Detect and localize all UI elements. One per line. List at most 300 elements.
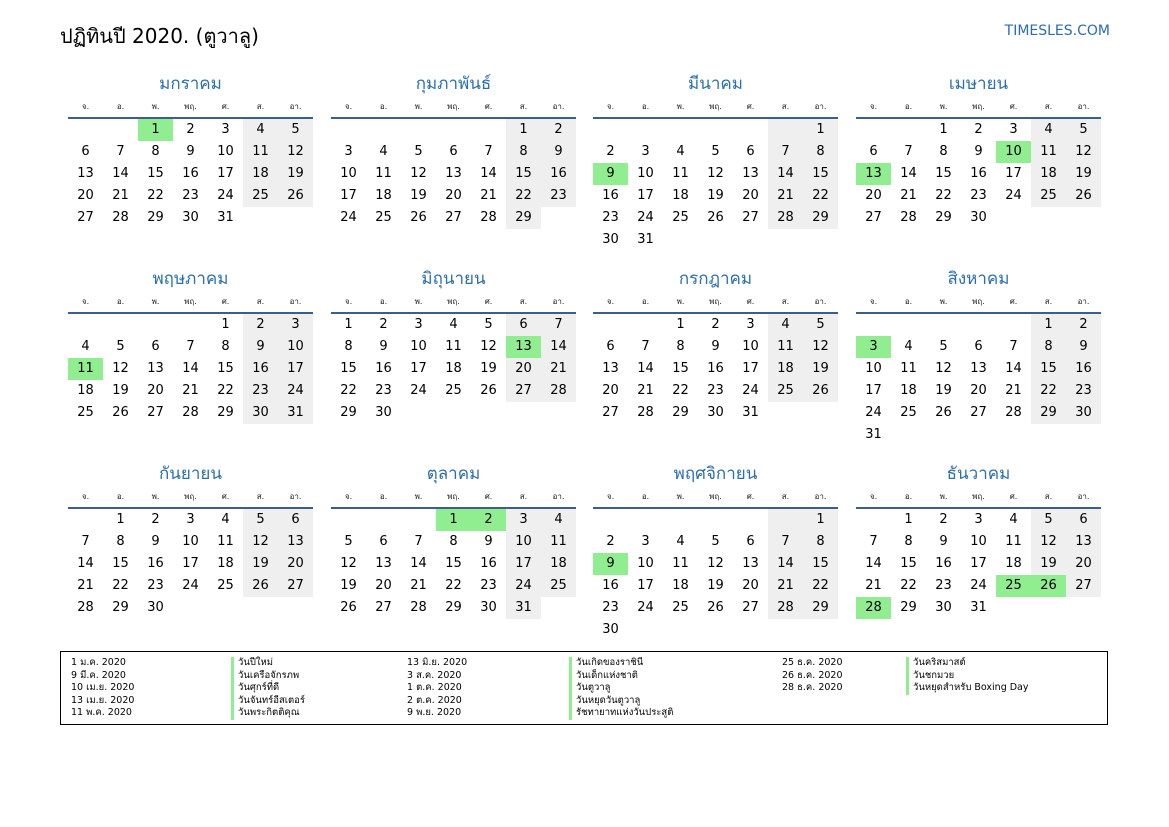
day: 11	[672, 556, 689, 571]
day: 9	[974, 144, 983, 159]
day: 22	[1031, 380, 1066, 402]
weekday-label: จ.	[81, 297, 90, 306]
day: 19	[1066, 163, 1101, 185]
month-name: มกราคม	[159, 74, 222, 94]
day: 17	[970, 556, 987, 571]
day: 11	[243, 141, 278, 163]
day: 19	[243, 553, 278, 575]
empty-cell	[628, 314, 663, 336]
day: 28	[410, 600, 427, 615]
day: 20	[375, 578, 392, 593]
day: 19	[278, 163, 313, 185]
weekday-label: ส.	[1044, 297, 1053, 306]
empty-cell	[891, 119, 926, 141]
weekday-label: พ.	[414, 102, 423, 111]
day: 11	[1031, 141, 1066, 163]
weekday-label: อา.	[1077, 492, 1090, 501]
day: 15	[147, 166, 164, 181]
day: 20	[445, 188, 462, 203]
day: 7	[641, 339, 650, 354]
legend-holiday-name: วันหยุดวันตูวาลู	[569, 695, 673, 708]
month-calendar	[68, 461, 313, 619]
day: 2	[541, 119, 576, 141]
month-calendar	[331, 71, 576, 229]
day: 13	[147, 361, 164, 376]
day: 20	[742, 188, 759, 203]
day: 8	[116, 534, 125, 549]
month-name: สิงหาคม	[947, 269, 1010, 289]
day: 13	[742, 556, 759, 571]
day: 15	[803, 553, 838, 575]
weekday-label: อ.	[904, 297, 913, 306]
weekday-label: อา.	[814, 102, 827, 111]
day: 7	[81, 534, 90, 549]
holiday-day: 1	[436, 509, 471, 531]
empty-cell	[68, 509, 103, 531]
day: 29	[506, 207, 541, 229]
day: 19	[1031, 553, 1066, 575]
day-grid	[593, 509, 838, 641]
day: 2	[974, 122, 983, 137]
day: 10	[637, 556, 654, 571]
day: 14	[112, 166, 129, 181]
legend-holiday-name: วันศุกร์ที่ดี	[231, 682, 305, 695]
legend-holiday-name: วันพระกิตติคุณ	[231, 707, 305, 720]
day: 29	[672, 405, 689, 420]
day: 23	[243, 380, 278, 402]
weekday-label: ส.	[519, 102, 528, 111]
day: 1	[1031, 314, 1066, 336]
day: 24	[278, 380, 313, 402]
day: 30	[243, 402, 278, 424]
weekday-header	[331, 487, 576, 509]
weekday-label: จ.	[344, 102, 353, 111]
weekday-label: พ.	[151, 102, 160, 111]
weekday-label: ศ.	[221, 102, 230, 111]
day: 3	[746, 317, 755, 332]
day: 18	[243, 163, 278, 185]
weekday-label: พฤ.	[709, 492, 722, 501]
weekday-label: ศ.	[484, 492, 493, 501]
day: 11	[672, 166, 689, 181]
day: 5	[711, 534, 720, 549]
weekday-label: พฤ.	[709, 297, 722, 306]
day: 3	[1009, 122, 1018, 137]
day: 23	[147, 578, 164, 593]
weekday-label: ส.	[1044, 102, 1053, 111]
month-name: ธันวาคม	[946, 464, 1011, 484]
day: 15	[445, 556, 462, 571]
day: 26	[1066, 185, 1101, 207]
day: 4	[768, 314, 803, 336]
day: 31	[970, 600, 987, 615]
legend-date: 25 ธ.ค. 2020	[782, 657, 843, 668]
day: 17	[217, 166, 234, 181]
day: 14	[768, 553, 803, 575]
day-grid	[68, 119, 313, 229]
day: 16	[147, 556, 164, 571]
day: 21	[77, 578, 94, 593]
day: 25	[768, 380, 803, 402]
day: 27	[970, 405, 987, 420]
day: 23	[480, 578, 497, 593]
day: 24	[182, 578, 199, 593]
day: 6	[449, 144, 458, 159]
weekday-label: ศ.	[1009, 102, 1018, 111]
day: 21	[768, 185, 803, 207]
day: 12	[1066, 141, 1101, 163]
empty-cell	[593, 314, 628, 336]
day: 29	[217, 405, 234, 420]
weekday-label: ส.	[781, 297, 790, 306]
empty-cell	[733, 509, 768, 531]
day: 16	[602, 578, 619, 593]
day: 26	[112, 405, 129, 420]
day: 16	[935, 556, 952, 571]
weekday-label: จ.	[344, 492, 353, 501]
day: 14	[182, 361, 199, 376]
day: 1	[116, 512, 125, 527]
day: 1	[803, 509, 838, 531]
day: 14	[1005, 361, 1022, 376]
day: 2	[379, 317, 388, 332]
legend-dates-column	[71, 657, 134, 720]
day: 4	[221, 512, 230, 527]
holiday-day: 28	[856, 597, 891, 619]
day: 24	[865, 405, 882, 420]
day: 6	[278, 509, 313, 531]
empty-cell	[961, 314, 996, 336]
month-calendar	[68, 266, 313, 424]
day: 12	[1031, 531, 1066, 553]
day: 29	[147, 210, 164, 225]
day: 18	[375, 188, 392, 203]
day: 28	[768, 597, 803, 619]
empty-cell	[856, 314, 891, 336]
day: 31	[865, 427, 882, 442]
month-name: กุมภาพันธ์	[415, 74, 492, 94]
day: 21	[480, 188, 497, 203]
weekday-label: พ.	[151, 297, 160, 306]
holiday-day: 9	[593, 553, 628, 575]
day: 14	[410, 556, 427, 571]
day: 11	[541, 531, 576, 553]
weekday-label: พฤ.	[972, 492, 985, 501]
day: 18	[77, 383, 94, 398]
day: 23	[1066, 380, 1101, 402]
day: 3	[506, 509, 541, 531]
empty-cell	[768, 509, 803, 531]
weekday-header	[68, 97, 313, 119]
day: 13	[375, 556, 392, 571]
holiday-day: 2	[471, 509, 506, 531]
day: 4	[541, 509, 576, 531]
day: 27	[278, 575, 313, 597]
empty-cell	[856, 119, 891, 141]
weekday-label: ส.	[519, 297, 528, 306]
day: 12	[243, 531, 278, 553]
empty-cell	[996, 314, 1031, 336]
weekday-header	[593, 97, 838, 119]
weekday-label: อ.	[379, 492, 388, 501]
day: 15	[803, 163, 838, 185]
day: 17	[340, 188, 357, 203]
weekday-label: พฤ.	[972, 297, 985, 306]
day: 24	[410, 383, 427, 398]
holiday-day: 1	[138, 119, 173, 141]
day: 9	[711, 339, 720, 354]
empty-cell	[103, 119, 138, 141]
day: 5	[116, 339, 125, 354]
month-name: พฤษภาคม	[152, 269, 229, 289]
weekday-label: พ.	[676, 102, 685, 111]
empty-cell	[401, 509, 436, 531]
legend-date: 9 พ.ย. 2020	[407, 707, 462, 719]
day: 27	[742, 600, 759, 615]
day: 14	[865, 556, 882, 571]
day: 30	[602, 622, 619, 637]
holiday-day: 25	[996, 575, 1031, 597]
day: 12	[112, 361, 129, 376]
day: 19	[410, 188, 427, 203]
day: 17	[637, 188, 654, 203]
day: 13	[77, 166, 94, 181]
month-calendar	[856, 266, 1101, 446]
weekday-label: อา.	[552, 297, 565, 306]
weekday-label: ส.	[781, 492, 790, 501]
holiday-day: 10	[996, 141, 1031, 163]
day: 16	[182, 166, 199, 181]
empty-cell	[593, 509, 628, 531]
weekday-label: ศ.	[746, 492, 755, 501]
day: 25	[77, 405, 94, 420]
weekday-label: จ.	[344, 297, 353, 306]
day: 14	[768, 163, 803, 185]
day: 20	[865, 188, 882, 203]
day: 30	[375, 405, 392, 420]
legend-date: 13 เม.ย. 2020	[71, 694, 135, 706]
day: 9	[541, 141, 576, 163]
day: 1	[904, 512, 913, 527]
day: 3	[278, 314, 313, 336]
weekday-label: จ.	[81, 102, 90, 111]
day: 20	[506, 358, 541, 380]
weekday-label: ส.	[256, 102, 265, 111]
day: 5	[278, 119, 313, 141]
day: 6	[151, 339, 160, 354]
month-calendar	[331, 266, 576, 424]
day: 20	[278, 553, 313, 575]
day: 13	[970, 361, 987, 376]
day: 28	[541, 380, 576, 402]
day-grid	[856, 314, 1101, 446]
day: 21	[637, 383, 654, 398]
day: 9	[243, 336, 278, 358]
day: 21	[410, 578, 427, 593]
weekday-label: พฤ.	[447, 297, 460, 306]
weekday-label: พ.	[939, 297, 948, 306]
weekday-label: พฤ.	[447, 492, 460, 501]
day: 28	[77, 600, 94, 615]
day: 5	[344, 534, 353, 549]
month-calendar	[856, 71, 1101, 229]
day: 24	[742, 383, 759, 398]
weekday-label: พฤ.	[184, 492, 197, 501]
day: 2	[243, 314, 278, 336]
day: 25	[217, 578, 234, 593]
day: 26	[707, 210, 724, 225]
legend-date: 1 ต.ค. 2020	[407, 682, 462, 694]
weekday-header	[593, 292, 838, 314]
day: 26	[410, 210, 427, 225]
day-grid	[856, 509, 1101, 619]
day: 3	[641, 534, 650, 549]
weekday-label: อา.	[1077, 102, 1090, 111]
day: 22	[445, 578, 462, 593]
day: 28	[768, 207, 803, 229]
weekday-label: ศ.	[746, 297, 755, 306]
day: 8	[803, 531, 838, 553]
day: 4	[676, 144, 685, 159]
weekday-label: ส.	[519, 492, 528, 501]
weekday-label: ศ.	[221, 492, 230, 501]
day: 30	[147, 600, 164, 615]
day: 28	[900, 210, 917, 225]
day: 20	[1066, 553, 1101, 575]
day: 21	[541, 358, 576, 380]
day: 23	[707, 383, 724, 398]
empty-cell	[68, 119, 103, 141]
day-grid	[68, 509, 313, 619]
day: 9	[1066, 336, 1101, 358]
day: 13	[602, 361, 619, 376]
day: 19	[803, 358, 838, 380]
weekday-label: อ.	[379, 297, 388, 306]
legend-names-column	[231, 657, 305, 720]
day: 18	[445, 361, 462, 376]
day: 12	[935, 361, 952, 376]
day: 23	[182, 188, 199, 203]
legend-holiday-name: วันเครือจักรภพ	[231, 670, 305, 683]
day: 6	[1066, 509, 1101, 531]
day: 27	[147, 405, 164, 420]
day: 18	[900, 383, 917, 398]
day: 8	[939, 144, 948, 159]
day: 26	[243, 575, 278, 597]
day: 26	[278, 185, 313, 207]
day: 23	[970, 188, 987, 203]
day: 26	[803, 380, 838, 402]
empty-cell	[891, 314, 926, 336]
empty-cell	[103, 314, 138, 336]
day: 30	[480, 600, 497, 615]
day: 17	[865, 383, 882, 398]
day: 16	[375, 361, 392, 376]
weekday-label: ส.	[781, 102, 790, 111]
day: 1	[803, 119, 838, 141]
day: 15	[112, 556, 129, 571]
empty-cell	[628, 119, 663, 141]
empty-cell	[173, 314, 208, 336]
weekday-header	[331, 97, 576, 119]
day: 26	[707, 600, 724, 615]
day: 6	[506, 314, 541, 336]
weekday-label: อ.	[641, 297, 650, 306]
day: 29	[803, 207, 838, 229]
day-grid	[331, 314, 576, 424]
weekday-label: พฤ.	[184, 297, 197, 306]
weekday-label: จ.	[81, 492, 90, 501]
day: 2	[151, 512, 160, 527]
legend-date: 10 เม.ย. 2020	[71, 682, 135, 694]
day: 12	[278, 141, 313, 163]
day: 22	[672, 383, 689, 398]
day: 28	[112, 210, 129, 225]
day: 3	[641, 144, 650, 159]
empty-cell	[366, 509, 401, 531]
weekday-label: จ.	[869, 102, 878, 111]
day: 10	[970, 534, 987, 549]
day: 19	[112, 383, 129, 398]
month-name: พฤศจิกายน	[673, 464, 758, 484]
day: 13	[278, 531, 313, 553]
day: 25	[375, 210, 392, 225]
day: 3	[414, 317, 423, 332]
weekday-header	[856, 487, 1101, 509]
legend-date: 1 ม.ค. 2020	[71, 657, 126, 668]
day: 31	[506, 597, 541, 619]
day: 27	[602, 405, 619, 420]
day: 13	[445, 166, 462, 181]
weekday-label: อา.	[814, 297, 827, 306]
day: 15	[217, 361, 234, 376]
day: 7	[116, 144, 125, 159]
day: 10	[217, 144, 234, 159]
day: 9	[939, 534, 948, 549]
empty-cell	[663, 509, 698, 531]
day: 17	[506, 553, 541, 575]
day: 20	[742, 578, 759, 593]
day: 22	[147, 188, 164, 203]
day: 29	[935, 210, 952, 225]
day: 6	[746, 144, 755, 159]
day: 31	[637, 232, 654, 247]
day: 19	[340, 578, 357, 593]
day: 18	[672, 188, 689, 203]
day: 7	[768, 531, 803, 553]
weekday-label: พฤ.	[709, 102, 722, 111]
day: 15	[340, 361, 357, 376]
day: 4	[676, 534, 685, 549]
day: 13	[742, 166, 759, 181]
day: 15	[900, 556, 917, 571]
day: 16	[541, 163, 576, 185]
legend-names-column	[569, 657, 673, 720]
day: 17	[410, 361, 427, 376]
site-link[interactable]: TIMESLES.COM	[1004, 23, 1110, 39]
month-name: มิถุนายน	[421, 269, 486, 289]
month-calendar	[68, 71, 313, 229]
legend-date: 28 ธ.ค. 2020	[782, 682, 843, 694]
empty-cell	[856, 509, 891, 531]
day: 25	[541, 575, 576, 597]
day: 11	[1005, 534, 1022, 549]
weekday-label: อา.	[552, 102, 565, 111]
day: 27	[865, 210, 882, 225]
day-grid	[593, 119, 838, 251]
day: 10	[637, 166, 654, 181]
day: 9	[379, 339, 388, 354]
